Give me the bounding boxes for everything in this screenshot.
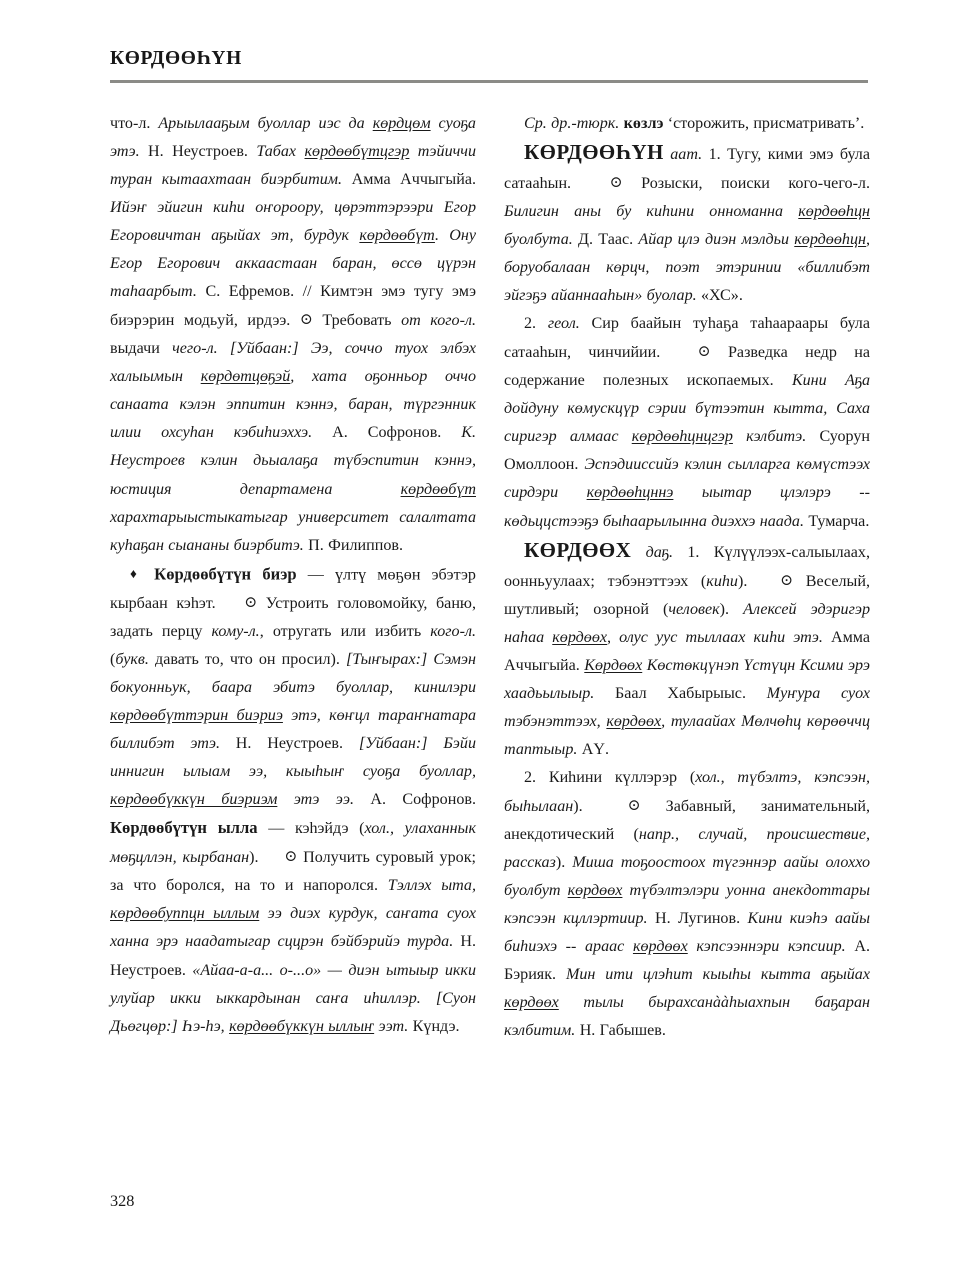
text-run: АҮ. — [577, 740, 610, 758]
italic-run: [Тыҥырах:] — [345, 651, 428, 669]
italic-run: , олус уус тыллаах киһи этэ. — [607, 628, 823, 646]
underlined-keyword: көрдөөбүтцгэр — [304, 143, 410, 161]
italic-run: киһи — [706, 572, 738, 590]
text-run: Веселый, шутливый; озорной ( — [504, 572, 871, 618]
headword: КӨРДӨӨХ — [524, 537, 632, 562]
text-run: ). — [249, 849, 265, 867]
underlined-keyword: көрдөөх — [504, 994, 559, 1012]
underlined-keyword: Көрдөөх — [584, 656, 643, 674]
text-run: ). — [719, 600, 744, 618]
underlined-keyword: көрдөөбүттэрин биэриэ — [110, 707, 283, 725]
italic-run: Бэйи иннигин ылыам ээ, кыыһыҥ суоҕа буоллар, — [110, 735, 476, 781]
text-run: Суорун Омоллоон. — [504, 428, 870, 474]
text-run: ). — [555, 853, 573, 871]
text-run: 1. Күлүүлээх-салыылаах, оонньуулаах; тэбэнэттээх ( — [504, 543, 870, 590]
italic-run: . Ону Егор Егорович аккаастаан баран, өссө цүрэн таһаарбыт. — [110, 227, 476, 301]
underlined-keyword: көрдөөбүккүн биэриэм — [110, 791, 278, 809]
underlined-keyword: көрдөөһцн — [794, 231, 866, 249]
text-run: Баал Хабырыыс. — [594, 684, 767, 702]
header-rule — [110, 80, 868, 83]
italic-run: кого-л. — [430, 623, 476, 641]
page-number: 328 — [110, 1191, 135, 1210]
italic-run: аат. — [670, 146, 703, 164]
italic-run: Көстөкцүнэп Үстүцн Ксими эрэ хаадьылыыр. — [504, 656, 870, 702]
text-run: ). — [573, 797, 608, 815]
text-run: С. Ефремов. // Кимтэн эмэ тугу эмэ биэрэрин модьуй, ирдээ. — [110, 283, 476, 330]
italic-run: букв. — [115, 651, 149, 669]
sense-marker-icon: ⊙ — [627, 796, 641, 814]
italic-run: «Айаа-а-а... о-...о» — диэн ытыыр икки улуйар икки ыккардынан саҥа иһиллэр. [Суон Дьөгцөр:] Һэ-һэ, — [110, 961, 477, 1035]
italic-run: , хата оҕонньор оччо санаата кэлэн эппитин кэннэ, баран, түргэнник илии охсуһан кэбиһиэххэ. — [110, 368, 476, 442]
italic-run: К. Неустроев кэлин дьыалаҕа түбэспитин кэннэ, юстиция департамена — [110, 424, 476, 498]
italic-run: Ийэҥ эйигин киһи оҥороору, цөрэттэрээри Егор Егоровичтан аҕыйах эт, бурдук — [110, 199, 476, 245]
italic-run: чего-л. — [172, 340, 218, 358]
text-run: ). — [737, 572, 761, 590]
kordoo-continued — [110, 110, 476, 560]
italic-run: этэ, көҥцл тараҥнатара биллибэт этэ. — [110, 707, 476, 753]
italic-run: этэ ээ. — [277, 791, 354, 809]
underlined-keyword: көрдөөбүккүн ыллыҥ — [229, 1017, 375, 1035]
entry-kordoohun — [504, 138, 870, 310]
text-run: П. Филиппов. — [303, 536, 404, 554]
italic-run: Эспэдииссийэ кэлин сылларга көмүстээх сирдэри — [504, 456, 870, 502]
text-run: Н. Лугинов. — [647, 910, 748, 927]
italic-run: Билигин аны бу киһини онноманна — [504, 203, 799, 221]
text-run: Сир баайын туһаҕа таһаараары була сатааһын, чинчийии. — [504, 315, 870, 362]
sense-marker-icon: ⊙ — [609, 174, 623, 192]
running-head-title: КӨРДӨӨҺҮН — [110, 48, 242, 69]
italic-run: кэпсээннэри кэпсиир. — [687, 938, 846, 956]
italic-run: Ср. др.-тюрк. — [524, 115, 620, 132]
underlined-keyword: көрдөөбүт — [400, 480, 476, 498]
italic-run: геол. — [547, 315, 580, 333]
text-run: Амма Аччыгыйа. — [504, 628, 870, 674]
italic-run: [Уйбаан:] — [229, 340, 299, 358]
italic-run: Ээ, соччо туох элбэх халыымын — [110, 340, 476, 386]
idiom-phrase: Көрдөөбүтүн ылла — [110, 818, 258, 838]
italic-run: Арыылааҕым буоллар иэс да — [158, 115, 373, 132]
text-run: Разведка недр на содержание полезных ископаемых. — [504, 344, 870, 390]
italic-run: хол., түбэлтэ, кэпсээн, быһылаан — [504, 768, 870, 815]
italic-run: буолбута. — [504, 231, 573, 249]
italic-run: Муҥура суох тэбэнэттээх, — [504, 684, 870, 730]
italic-run: түбэлтэлэри уонна анекдоттары кэпсээн кцллэртиир. — [504, 881, 870, 927]
text-run: ( — [110, 651, 116, 669]
italic-run: напр., случай, происшествие, рассказ — [504, 825, 870, 871]
text-run: Д. Таас. — [572, 231, 639, 249]
headword: КӨРДӨӨҺҮН — [524, 140, 664, 165]
text-run: Күндэ. — [408, 1017, 460, 1035]
italic-run: Сэмэн бокуонньук, баара эбитэ буоллар, кинилэри — [110, 651, 476, 697]
italic-run: тылы бырахсанààһыахпын баҕаран кэлбитим. — [504, 994, 870, 1040]
text-run: Получить суровый урок; за что боролся, на то и напоролся. — [110, 849, 476, 895]
text-run: Забавный, занимательный, анекдотический ( — [504, 797, 870, 843]
italic-run: тэйиччи туран кытаахтаан биэрбитим. — [110, 143, 477, 189]
italic-run: кому-л. — [211, 623, 260, 641]
text-run: 2. — [524, 315, 548, 333]
italic-run: Тэллэх ыта, — [387, 877, 476, 895]
italic-run: Миша тоҕоостоох түгэннэр аайы олоххо буолбут — [504, 853, 871, 899]
text-run: А. Софронов. — [353, 791, 476, 809]
text-run: Розыски, поиски кого-чего-л. — [622, 175, 870, 193]
entry-kordooh — [504, 536, 870, 764]
right-column — [504, 110, 870, 1045]
text-run: 2. Киһини күллэрэр ( — [524, 768, 696, 786]
text-run: что-л. — [110, 115, 159, 132]
italic-run: ыытар цлэлэрэ -- көдьццстээҕэ быһаарылынна диэххэ наада. — [504, 484, 870, 530]
underlined-keyword: көрдөөһцнцгэр — [631, 428, 733, 446]
entry-kordoohun-sense2 — [504, 310, 870, 535]
italic-run: харахтарыыстыкатыгар университет салалтата куһаҕан сыананы биэрбитэ. — [110, 508, 476, 554]
italic-run: человек — [668, 600, 720, 618]
italic-run: даҕ. — [645, 543, 673, 561]
text-columns — [110, 110, 870, 1045]
sense-marker-icon: ⊙ — [284, 848, 298, 866]
text-run: А. Софронов. — [312, 424, 462, 442]
italic-run: , боруобалаан көрцч, поэт этэринии «биллибэт эйгэҕэ айаннааһын» буолар. — [504, 231, 871, 305]
underlined-keyword: көрдөтцөҕэй — [200, 368, 291, 386]
text-run: Н. Неустроев. — [220, 735, 359, 753]
text-run: Тумарча. — [804, 512, 870, 530]
underlined-keyword: көрдөөх — [552, 628, 608, 646]
sense-marker-icon: ⊙ — [780, 571, 794, 589]
text-run: Н. Неустроев. — [139, 143, 257, 161]
italic-run: Айар цлэ диэн мэлдьи — [638, 231, 795, 249]
underlined-keyword: көрдөөбуппцн ыллым — [110, 905, 260, 923]
text-run: Н. Габышев. — [575, 1022, 666, 1040]
running-head — [110, 48, 870, 69]
italic-run: ээ диэх курдук, саҥата суох ханна эрэ наадатыгар сццрэн бэйбэрийэ турда. — [110, 905, 477, 951]
text-run: А. Бэрияк. — [504, 938, 870, 984]
underlined-keyword: көрдөөх — [606, 712, 662, 730]
italic-run: суоҕа этэ. — [110, 115, 476, 161]
italic-run: Алексей эдэригэр наһаа — [504, 600, 871, 646]
sense-marker-icon: ⊙ — [244, 594, 258, 612]
text-run: , отругать или избить — [259, 623, 431, 641]
left-column — [110, 110, 476, 1045]
text-run: давать то, что он просил). — [148, 651, 346, 669]
idiom-marker-icon: ♦ — [130, 565, 155, 581]
text-run: — үлтү мөҕөн эбэтэр кырбаан кэһэт. — [110, 566, 476, 612]
italic-run: Табах — [256, 143, 305, 161]
text-run: Устроить головомойку, баню, задать перцу — [110, 594, 476, 641]
sense-marker-icon: ⊙ — [299, 311, 313, 329]
underlined-keyword: көрдөөх — [567, 881, 623, 899]
text-run: — кэһэйдэ ( — [257, 820, 365, 838]
italic-run: ээт. — [374, 1017, 409, 1035]
italic-run: , тулаайах Мөлчөһц көрөөччц таптыыр. — [504, 712, 871, 758]
underlined-keyword: көрдөөһцн — [798, 203, 870, 221]
italic-run: Мин ити цлэһит кыыһы кытта аҕыйах — [565, 966, 870, 984]
sense-marker-icon: ⊙ — [697, 343, 711, 361]
underlined-keyword: көрдцөм — [372, 115, 431, 132]
idiom-phrase: Көрдөөбүтүн биэр — [154, 564, 297, 584]
text-run: Амма Аччыгыйа. — [342, 171, 476, 189]
text-run: ‘сторожить, присматривать’. — [663, 115, 865, 132]
text-run: «ХС». — [696, 287, 743, 305]
italic-run: Кини Аҕа дойдуну көмускцүр сэрии бүтээтин кытта, Саха сиригэр алмаас — [504, 372, 870, 446]
underlined-keyword: көрдөөбүт — [359, 227, 435, 245]
underlined-keyword: көрдөөһцннэ — [586, 484, 674, 502]
italic-run: Кини киэһэ аайы биһиэхэ -- араас — [504, 910, 871, 956]
bold-run: көзлэ — [623, 115, 664, 132]
italic-run: хол., улаханнык мөҕцллэн, кырбанан — [110, 820, 476, 867]
text-run: Н. Неустроев. — [110, 933, 476, 979]
text-run — [631, 544, 645, 561]
italic-run: [Уйбаан:] — [358, 735, 428, 753]
text-run — [218, 340, 230, 357]
text-run: Требовать — [312, 312, 402, 330]
entry-kordooh-sense2 — [504, 764, 870, 1045]
text-run: 1. Тугу, кими эмэ була сатааһын. — [504, 146, 870, 193]
idiom-kordoobutun-bier — [110, 560, 476, 1041]
etymology-note — [504, 110, 870, 138]
italic-run: от кого-л. — [401, 312, 476, 330]
underlined-keyword: көрдөөх — [632, 938, 688, 956]
text-run: выдачи — [110, 340, 173, 358]
italic-run: кэлбитэ. — [732, 428, 807, 446]
